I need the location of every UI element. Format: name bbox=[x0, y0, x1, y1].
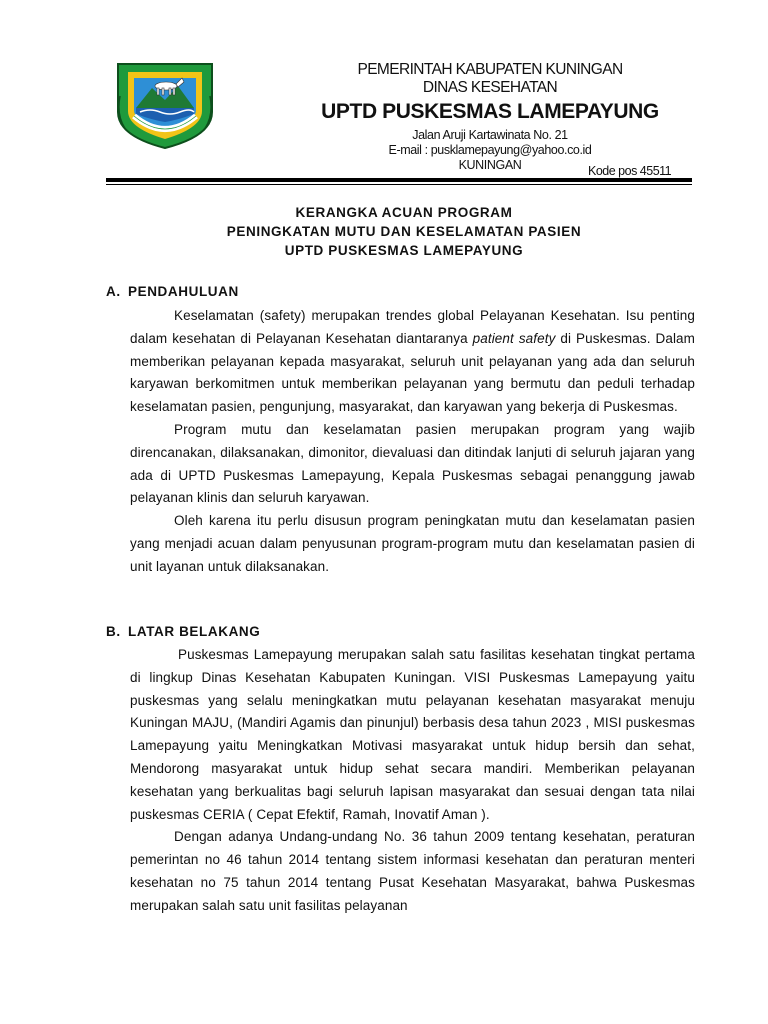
section-b-title: LATAR BELAKANG bbox=[128, 624, 261, 639]
section-b-heading bbox=[106, 624, 260, 639]
letterhead-divider-thin bbox=[106, 184, 692, 185]
section-a-body bbox=[130, 305, 695, 579]
government-name: PEMERINTAH KABUPATEN KUNINGAN bbox=[357, 61, 623, 78]
section-b-body bbox=[130, 644, 695, 918]
regency-emblem bbox=[112, 56, 218, 150]
document-title bbox=[100, 203, 708, 260]
section-a-paragraph-2: Program mutu dan keselamatan pasien merupakan program yang wajib direncanakan, dilaksanakan, dimonitor, dievaluasi dan ditindak lanjuti di seluruh jajaran yang ada di UPTD Puskesmas Lamepayung, Kepala Puskesmas sebagai penanggung jawab pelayanan klinis dan seluruh karyawan. bbox=[130, 421, 695, 506]
title-line-3: UPTD PUSKESMAS LAMEPAYUNG bbox=[284, 243, 524, 258]
section-a-title: PENDAHULUAN bbox=[128, 284, 239, 299]
institution-name: UPTD PUSKESMAS LAMEPAYUNG bbox=[321, 100, 659, 123]
city: KUNINGAN bbox=[458, 158, 522, 172]
address: Jalan Aruji Kartawinata No. 21 bbox=[412, 128, 568, 142]
department-name: DINAS KESEHATAN bbox=[422, 79, 558, 96]
section-b-number: B. bbox=[106, 624, 121, 639]
title-line-1: KERANGKA ACUAN PROGRAM bbox=[295, 205, 513, 220]
letterhead-divider-thick bbox=[106, 178, 692, 182]
letterhead bbox=[280, 60, 700, 173]
section-a-paragraph-3: Oleh karena itu perlu disusun program peningkatan mutu dan keselamatan pasien yang menjadi acuan dalam penyusunan program-program mutu dan keselamatan pasien di unit layanan untuk dilaksanakan. bbox=[130, 513, 695, 574]
section-a-heading bbox=[106, 284, 239, 299]
section-a-number: A. bbox=[106, 284, 121, 299]
email: E-mail : pusklamepayung@yahoo.co.id bbox=[388, 143, 592, 157]
postal-code: Kode pos 45511 bbox=[588, 164, 672, 178]
title-line-2: PENINGKATAN MUTU DAN KESELAMATAN PASIEN bbox=[226, 224, 582, 239]
section-b-paragraph-2: Dengan adanya Undang-undang No. 36 tahun 2009 tentang kesehatan, peraturan pemerintan no 46 tahun 2014 tentang sistem informasi kesehatan dan peraturan menteri kesehatan no 75 tahun 2014 tentang Pusat Kesehatan Masyarakat, bahwa Puskesmas merupakan salah satu unit fasilitas pelayanan bbox=[130, 829, 695, 913]
section-b-paragraph-1: Puskesmas Lamepayung merupakan salah satu fasilitas kesehatan tingkat pertama di lingkup Dinas Kesehatan Kabupaten Kuningan. VISI Puskesmas Lamepayung yaitu puskesmas yang selalu meningkatkan mutu pelayanan kesehatan masyarakat menuju Kuningan MAJU, (Mandiri Agamis dan pinunjul) berbasis desa tahun 2023 , MISI puskesmas Lamepayung yaitu Meningkatkan Motivasi masyarakat untuk hidup bersih dan sehat, Mendorong masyarakat untuk hidup sehat secara mandiri. Memberikan pelayanan kesehatan yang berkualitas bagi seluruh lapisan masyarakat dan sesuai dengan tata nilai puskesmas CERIA ( Cepat Efektif, Ramah, Inovatif Aman ). bbox=[130, 647, 695, 822]
section-a-paragraph-1: Keselamatan (safety) merupakan trendes global Pelayanan Kesehatan. Isu penting dalam kesehatan di Pelayanan Kesehatan diantaranya patient safety di Puskesmas. Dalam memberikan pelayanan kepada masyarakat, seluruh unit pelayanan yang ada dan seluruh karyawan berkomitmen untuk memberikan pelayanan yang bermutu dan peduli terhadap keselamatan pasien, pengunjung, masyarakat, dan karyawan yang bekerja di Puskesmas. bbox=[130, 308, 696, 415]
